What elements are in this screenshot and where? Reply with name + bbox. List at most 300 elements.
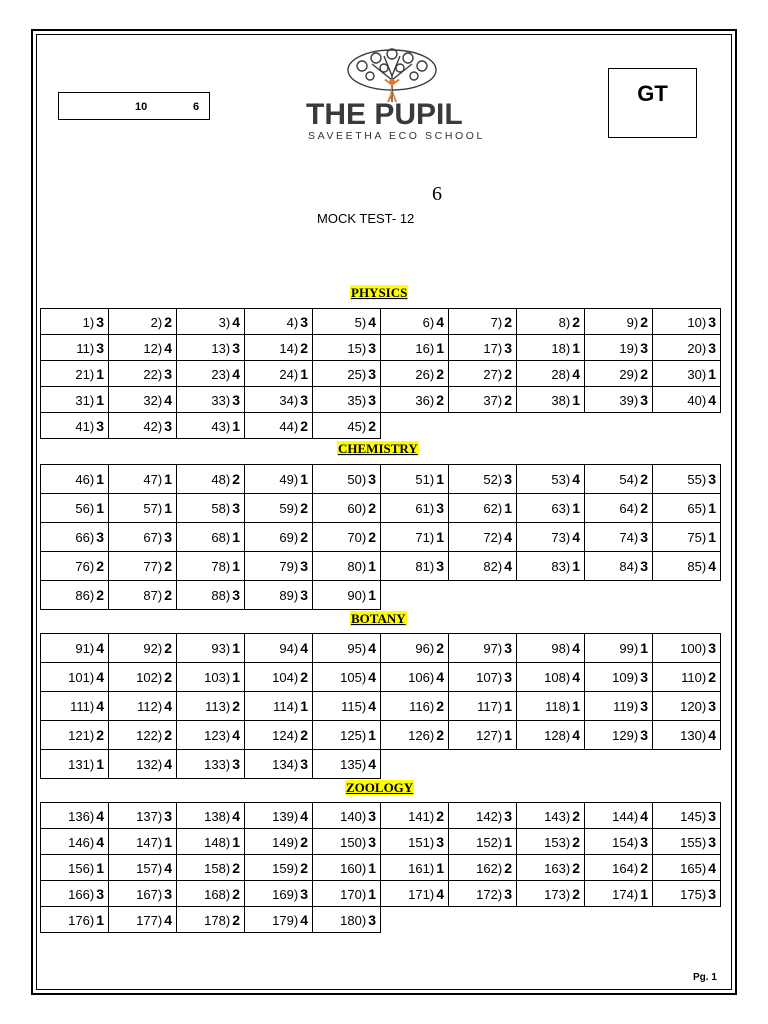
answer-cell <box>585 634 653 663</box>
answer-value: 1 <box>300 698 308 714</box>
answer-value: 3 <box>164 529 172 545</box>
answer-value: 2 <box>572 313 580 330</box>
question-number: 161) <box>408 860 435 876</box>
answer-cell <box>585 721 653 750</box>
question-number: 110) <box>681 670 707 685</box>
answer-value: 1 <box>368 558 376 574</box>
question-number: 106) <box>408 670 435 685</box>
answer-cell <box>177 413 245 439</box>
answer-cell <box>517 361 585 387</box>
answer-cell <box>177 387 245 413</box>
answer-value: 1 <box>368 587 376 603</box>
question-number: 1) <box>82 314 95 330</box>
question-number: 98) <box>551 641 571 656</box>
question-number: 68) <box>211 530 231 545</box>
answer-value: 2 <box>640 471 648 487</box>
answer-cell <box>41 721 109 750</box>
question-number: 23) <box>211 366 231 382</box>
question-number: 108) <box>544 670 571 685</box>
answer-cell <box>653 721 721 750</box>
answer-value: 4 <box>164 859 172 876</box>
answer-value: 3 <box>504 471 512 487</box>
question-number: 5) <box>354 314 367 330</box>
answer-cell <box>449 721 517 750</box>
answer-cell <box>177 829 245 855</box>
answer-cell <box>109 855 177 881</box>
question-number: 171) <box>408 886 435 902</box>
answer-value: 2 <box>572 833 580 850</box>
empty-cell <box>585 413 653 439</box>
question-number: 75) <box>687 530 707 545</box>
answer-value: 1 <box>572 391 580 408</box>
answer-cell <box>653 803 721 829</box>
answer-cell <box>585 855 653 881</box>
empty-cell <box>653 413 721 439</box>
answer-value: 1 <box>232 640 240 656</box>
table-row <box>41 309 721 335</box>
answer-value: 4 <box>232 727 240 743</box>
answer-cell <box>41 581 109 610</box>
question-number: 35) <box>347 392 367 408</box>
answer-value: 3 <box>504 640 512 656</box>
question-number: 107) <box>476 670 503 685</box>
answer-value: 1 <box>96 911 104 928</box>
answer-value: 4 <box>300 640 308 656</box>
answer-cell <box>653 692 721 721</box>
table-row <box>41 387 721 413</box>
answer-value: 2 <box>572 807 580 824</box>
answer-cell <box>653 829 721 855</box>
answer-cell <box>381 803 449 829</box>
answer-cell <box>109 881 177 907</box>
question-number: 151) <box>408 834 435 850</box>
answer-value: 1 <box>300 365 308 382</box>
answer-value: 2 <box>96 727 104 743</box>
answer-value: 2 <box>300 727 308 743</box>
question-number: 41) <box>75 418 95 434</box>
answer-value: 3 <box>232 339 240 356</box>
answer-value: 3 <box>708 640 716 656</box>
answer-cell <box>449 465 517 494</box>
question-number: 71) <box>415 530 435 545</box>
answer-cell <box>41 494 109 523</box>
section-title-botany: BOTANY <box>351 611 406 626</box>
answer-cell <box>313 750 381 779</box>
question-number: 10) <box>687 314 707 330</box>
answer-cell <box>109 829 177 855</box>
answer-value: 3 <box>640 391 648 408</box>
answer-value: 2 <box>300 859 308 876</box>
question-number: 120) <box>680 699 707 714</box>
question-number: 164) <box>612 860 639 876</box>
answer-cell <box>517 855 585 881</box>
answer-cell <box>177 663 245 692</box>
answer-cell <box>653 855 721 881</box>
answer-cell <box>313 907 381 933</box>
question-number: 17) <box>483 340 503 356</box>
answer-cell <box>517 552 585 581</box>
table-row <box>41 361 721 387</box>
answer-value: 2 <box>164 727 172 743</box>
answer-value: 2 <box>368 500 376 516</box>
question-number: 88) <box>211 588 231 603</box>
logo-wordmark: THE PUPIL <box>306 98 463 131</box>
question-number: 150) <box>340 834 367 850</box>
question-number: 166) <box>68 886 95 902</box>
page-number: Pg. 1 <box>693 972 717 983</box>
empty-cell <box>653 907 721 933</box>
question-number: 94) <box>279 641 299 656</box>
question-number: 92) <box>143 641 163 656</box>
answer-value: 3 <box>504 339 512 356</box>
question-number: 132) <box>136 757 163 772</box>
empty-cell <box>449 907 517 933</box>
question-number: 101) <box>68 670 95 685</box>
question-number: 57) <box>143 501 163 516</box>
question-number: 141) <box>408 808 435 824</box>
question-number: 123) <box>204 728 231 743</box>
answer-cell <box>585 803 653 829</box>
answer-value: 4 <box>164 698 172 714</box>
answer-value: 4 <box>436 885 444 902</box>
answer-value: 1 <box>368 727 376 743</box>
question-number: 86) <box>75 588 95 603</box>
question-number: 180) <box>340 912 367 928</box>
answer-cell <box>177 855 245 881</box>
question-number: 99) <box>619 641 639 656</box>
answer-cell <box>585 465 653 494</box>
question-number: 117) <box>477 699 503 714</box>
question-number: 63) <box>551 501 571 516</box>
answer-value: 4 <box>368 698 376 714</box>
answer-value: 3 <box>164 365 172 382</box>
answer-value: 2 <box>640 313 648 330</box>
question-number: 137) <box>136 808 163 824</box>
answer-value: 4 <box>640 807 648 824</box>
answer-cell <box>41 465 109 494</box>
answer-value: 3 <box>96 529 104 545</box>
answer-value: 3 <box>640 669 648 685</box>
question-number: 28) <box>551 366 571 382</box>
answer-value: 3 <box>436 833 444 850</box>
answer-cell <box>313 829 381 855</box>
question-number: 90) <box>347 588 367 603</box>
gt-label: GT <box>637 81 668 106</box>
answer-value: 2 <box>300 669 308 685</box>
answer-cell <box>109 907 177 933</box>
table-row <box>41 634 721 663</box>
empty-cell <box>517 907 585 933</box>
answer-value: 3 <box>708 471 716 487</box>
answer-value: 1 <box>436 471 444 487</box>
question-number: 16) <box>415 340 435 356</box>
code-right: 6 <box>193 101 200 113</box>
question-number: 39) <box>619 392 639 408</box>
answer-cell <box>517 494 585 523</box>
answer-value: 4 <box>96 698 104 714</box>
question-number: 13) <box>211 340 231 356</box>
answer-cell <box>313 881 381 907</box>
question-number: 126) <box>408 728 435 743</box>
table-row <box>41 335 721 361</box>
answer-value: 3 <box>368 391 376 408</box>
question-number: 38) <box>551 392 571 408</box>
question-number: 60) <box>347 501 367 516</box>
question-number: 113) <box>205 699 231 714</box>
answer-value: 4 <box>572 529 580 545</box>
answer-value: 4 <box>96 640 104 656</box>
answer-value: 4 <box>96 669 104 685</box>
answer-cell <box>109 309 177 335</box>
answer-cell <box>381 829 449 855</box>
answer-value: 3 <box>640 558 648 574</box>
answer-cell <box>245 387 313 413</box>
question-number: 25) <box>347 366 367 382</box>
question-number: 118) <box>545 699 571 714</box>
question-number: 76) <box>75 559 95 574</box>
answer-cell <box>41 663 109 692</box>
answer-value: 2 <box>436 391 444 408</box>
answer-value: 3 <box>504 885 512 902</box>
answer-cell <box>517 335 585 361</box>
answer-cell <box>245 855 313 881</box>
answer-value: 3 <box>96 417 104 434</box>
table-row <box>41 523 721 552</box>
answer-value: 3 <box>96 313 104 330</box>
question-number: 127) <box>476 728 503 743</box>
question-number: 112) <box>137 699 163 714</box>
answer-value: 2 <box>300 833 308 850</box>
question-number: 29) <box>619 366 639 382</box>
answer-value: 4 <box>708 558 716 574</box>
answer-cell <box>109 494 177 523</box>
question-number: 173) <box>544 886 571 902</box>
answer-cell <box>41 634 109 663</box>
answer-cell <box>109 413 177 439</box>
question-number: 158) <box>204 860 231 876</box>
question-number: 85) <box>687 559 707 574</box>
answer-value: 1 <box>96 859 104 876</box>
answer-value: 2 <box>164 669 172 685</box>
question-number: 70) <box>347 530 367 545</box>
answer-cell <box>313 361 381 387</box>
answer-value: 2 <box>164 640 172 656</box>
empty-cell <box>449 750 517 779</box>
question-number: 58) <box>211 501 231 516</box>
answer-cell <box>245 309 313 335</box>
answer-value: 3 <box>232 756 240 772</box>
question-number: 170) <box>340 886 367 902</box>
answer-cell <box>381 309 449 335</box>
answer-value: 3 <box>368 471 376 487</box>
answer-value: 2 <box>232 698 240 714</box>
question-number: 69) <box>279 530 299 545</box>
question-number: 9) <box>626 314 639 330</box>
question-number: 31) <box>75 392 95 408</box>
question-number: 8) <box>558 314 571 330</box>
answer-value: 2 <box>504 859 512 876</box>
answer-value: 1 <box>436 529 444 545</box>
question-number: 105) <box>340 670 367 685</box>
answer-value: 3 <box>640 529 648 545</box>
answer-cell <box>109 465 177 494</box>
question-number: 24) <box>279 366 299 382</box>
answer-value: 3 <box>300 587 308 603</box>
answer-value: 1 <box>504 833 512 850</box>
question-number: 159) <box>272 860 299 876</box>
answer-value: 4 <box>232 365 240 382</box>
answer-cell <box>109 335 177 361</box>
answer-value: 1 <box>708 529 716 545</box>
answer-value: 4 <box>232 807 240 824</box>
answer-value: 3 <box>640 727 648 743</box>
question-number: 67) <box>143 530 163 545</box>
answer-value: 1 <box>572 558 580 574</box>
answer-value: 2 <box>232 471 240 487</box>
answer-value: 3 <box>368 833 376 850</box>
question-number: 148) <box>204 834 231 850</box>
question-number: 134) <box>272 757 299 772</box>
empty-cell <box>449 581 517 610</box>
answer-cell <box>41 335 109 361</box>
question-number: 147) <box>136 834 163 850</box>
answer-value: 3 <box>368 339 376 356</box>
answer-value: 3 <box>436 558 444 574</box>
question-number: 45) <box>347 418 367 434</box>
answer-value: 1 <box>368 859 376 876</box>
answer-cell <box>381 692 449 721</box>
answer-value: 3 <box>300 558 308 574</box>
question-number: 82) <box>483 559 503 574</box>
section-title-zoology: ZOOLOGY <box>346 780 414 795</box>
question-number: 95) <box>347 641 367 656</box>
question-number: 47) <box>143 472 163 487</box>
answer-value: 1 <box>504 727 512 743</box>
answer-value: 4 <box>164 391 172 408</box>
answer-value: 4 <box>708 391 716 408</box>
answer-value: 4 <box>572 471 580 487</box>
question-number: 52) <box>483 472 503 487</box>
answer-value: 2 <box>300 339 308 356</box>
answer-cell <box>41 387 109 413</box>
answer-cell <box>449 663 517 692</box>
answer-value: 2 <box>640 500 648 516</box>
answer-value: 1 <box>572 339 580 356</box>
question-number: 33) <box>211 392 231 408</box>
answer-cell <box>449 309 517 335</box>
answer-value: 2 <box>504 365 512 382</box>
answer-value: 3 <box>232 500 240 516</box>
question-number: 125) <box>340 728 367 743</box>
answer-value: 4 <box>368 669 376 685</box>
question-number: 19) <box>619 340 639 356</box>
empty-cell <box>381 413 449 439</box>
answer-value: 2 <box>504 391 512 408</box>
table-row <box>41 494 721 523</box>
empty-cell <box>517 413 585 439</box>
answer-cell <box>245 721 313 750</box>
answer-value: 2 <box>436 365 444 382</box>
answer-cell <box>381 335 449 361</box>
question-number: 157) <box>136 860 163 876</box>
question-number: 109) <box>612 670 639 685</box>
question-number: 140) <box>340 808 367 824</box>
question-number: 114) <box>273 699 299 714</box>
answer-value: 1 <box>96 365 104 382</box>
answer-cell <box>381 465 449 494</box>
answer-cell <box>381 494 449 523</box>
question-number: 12) <box>143 340 163 356</box>
answer-value: 2 <box>436 807 444 824</box>
answer-value: 1 <box>164 833 172 850</box>
answer-cell <box>245 335 313 361</box>
answer-cell <box>245 692 313 721</box>
answer-value: 1 <box>96 756 104 772</box>
answer-cell <box>245 413 313 439</box>
question-number: 22) <box>143 366 163 382</box>
answer-value: 3 <box>300 391 308 408</box>
answer-cell <box>313 494 381 523</box>
answer-cell <box>313 581 381 610</box>
answer-cell <box>517 309 585 335</box>
answer-value: 3 <box>232 587 240 603</box>
answer-cell <box>585 494 653 523</box>
answer-value: 3 <box>368 911 376 928</box>
answer-value: 2 <box>436 640 444 656</box>
answer-cell <box>449 692 517 721</box>
table-row <box>41 721 721 750</box>
question-number: 91) <box>75 641 95 656</box>
question-number: 80) <box>347 559 367 574</box>
question-number: 34) <box>279 392 299 408</box>
question-number: 4) <box>286 314 299 330</box>
answer-value: 1 <box>572 500 580 516</box>
question-number: 42) <box>143 418 163 434</box>
answer-value: 4 <box>572 365 580 382</box>
answer-value: 1 <box>232 529 240 545</box>
answer-cell <box>449 523 517 552</box>
answer-cell <box>41 361 109 387</box>
answer-value: 4 <box>368 640 376 656</box>
answer-cell <box>313 309 381 335</box>
answer-value: 4 <box>232 313 240 330</box>
answer-value: 3 <box>164 885 172 902</box>
empty-cell <box>585 907 653 933</box>
answer-cell <box>109 663 177 692</box>
section-title-physics: PHYSICS <box>351 285 408 300</box>
answer-cell <box>653 494 721 523</box>
logo-subtitle: SAVEETHA ECO SCHOOL <box>308 130 485 142</box>
empty-cell <box>585 581 653 610</box>
question-number: 93) <box>211 641 231 656</box>
question-number: 135) <box>340 757 367 772</box>
question-number: 178) <box>204 912 231 928</box>
answer-cell <box>41 829 109 855</box>
question-number: 167) <box>136 886 163 902</box>
answer-cell <box>653 387 721 413</box>
answer-cell <box>449 552 517 581</box>
question-number: 104) <box>272 670 299 685</box>
answer-cell <box>177 335 245 361</box>
table-row <box>41 855 721 881</box>
question-number: 174) <box>612 886 639 902</box>
question-number: 177) <box>136 912 163 928</box>
answer-value: 1 <box>96 391 104 408</box>
answer-value: 1 <box>232 833 240 850</box>
answer-cell <box>313 552 381 581</box>
question-number: 175) <box>680 886 707 902</box>
answer-value: 4 <box>436 313 444 330</box>
